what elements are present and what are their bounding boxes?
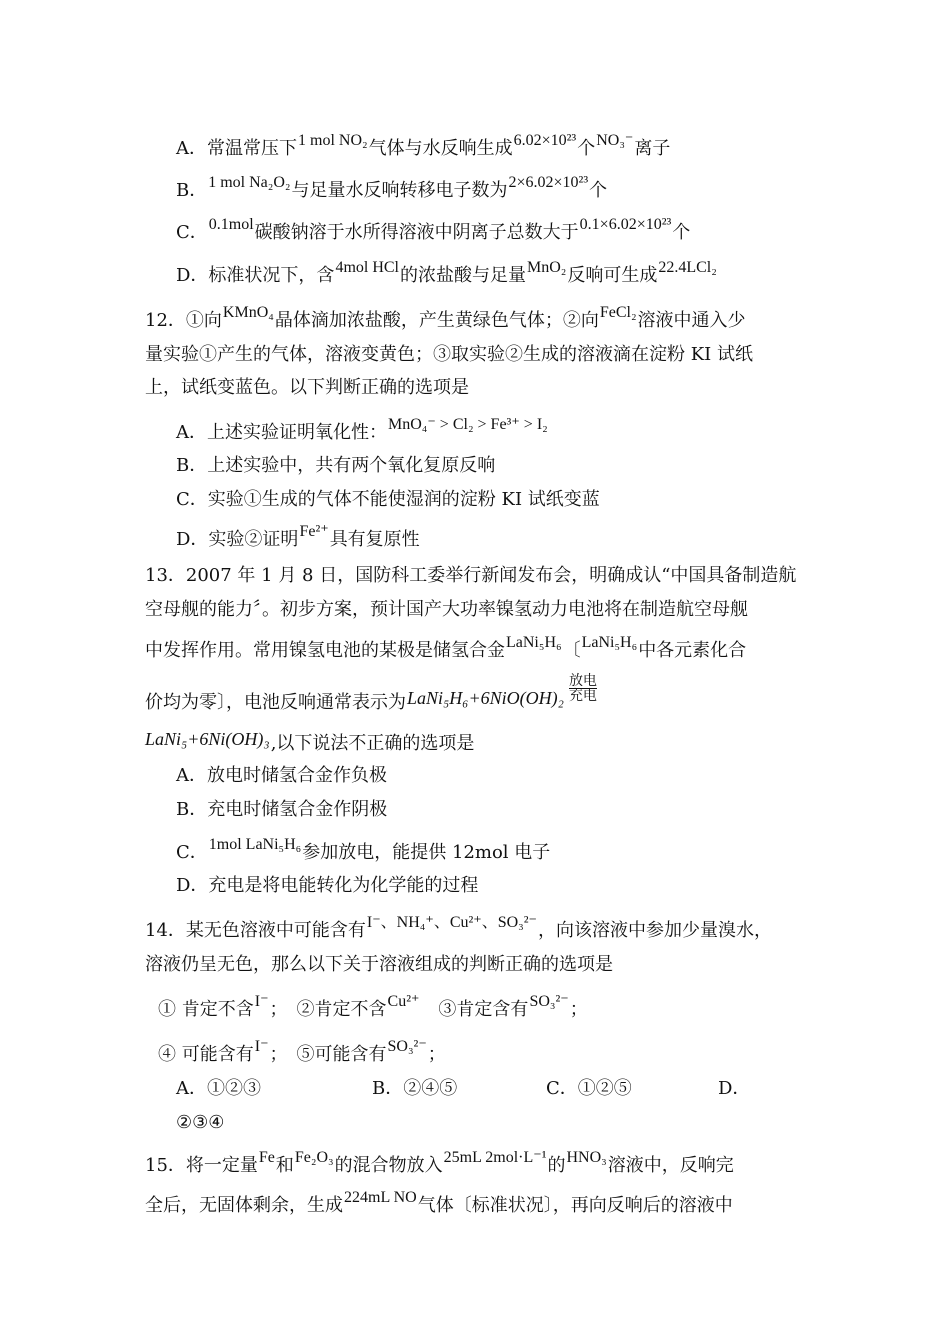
- q13-option-b: B．充电时储氢合金作阴极: [176, 799, 388, 820]
- text: 具有复原性: [329, 529, 420, 550]
- q13-option-c: [176, 836, 836, 867]
- text: ④ 可能含有: [158, 1044, 254, 1065]
- text: 的浓盐酸与足量: [400, 265, 526, 286]
- q12-line-2: 量实验①产生的气体，溶液变黄色；③取实验②生成的溶液滴在淀粉 KI 试纸: [145, 344, 753, 365]
- q13-line-4: [145, 673, 805, 716]
- q11-option-a: [176, 132, 836, 163]
- text: 〔: [562, 640, 581, 661]
- text: 12．①向: [145, 310, 222, 331]
- q11-option-c: [176, 216, 836, 247]
- formula: 2×6.02×10²³: [508, 174, 589, 191]
- formula: 1mol LaNi₅H₆: [208, 836, 302, 853]
- formula: MnO₄⁻ > Cl₂ > Fe³⁺ > I₂: [388, 416, 548, 433]
- q13-line-1: 13．2007 年 1 月 8 日，国防科工委举行新闻发布会，明确成认“中国具备制造航: [145, 565, 797, 586]
- q13-line-5: [145, 730, 805, 757]
- formula: MnO₂: [527, 259, 567, 276]
- text: B．: [176, 180, 208, 201]
- formula: I⁻: [254, 993, 269, 1010]
- text: 的混合物放入: [334, 1155, 443, 1176]
- q14-option-d: D．: [718, 1078, 751, 1099]
- q14-choices-1: [158, 993, 818, 1024]
- formula: 6.02×10²³: [513, 132, 577, 149]
- text: ，向该溶液中参加少量溴水，: [538, 920, 773, 941]
- text: 气体与水反响生成: [368, 138, 513, 159]
- q11-option-d: [176, 259, 836, 290]
- formula: I⁻: [254, 1038, 269, 1055]
- q15-line-1: [145, 1149, 805, 1180]
- text: ③肯定含有: [420, 999, 529, 1020]
- q13-option-d: D．充电是将电能转化为化学能的过程: [176, 875, 479, 896]
- formula: Fe: [258, 1149, 275, 1166]
- q13-line-3: [145, 634, 805, 665]
- reversible-arrow: [569, 674, 597, 703]
- text: 价均为零〕，电池反响通常表示为: [145, 692, 406, 713]
- q12-option-c: C．实验①生成的气体不能使湿润的淀粉 KI 试纸变蓝: [176, 489, 600, 510]
- formula: Cu²⁺: [387, 993, 420, 1010]
- q14-line-2: 溶液仍呈无色，那么以下关于溶液组成的判断正确的选项是: [145, 954, 613, 975]
- formula: 0.1×6.02×10²³: [579, 216, 672, 233]
- text: C．: [176, 842, 208, 863]
- q14-option-d-content: ②③④: [176, 1112, 225, 1133]
- text: 个: [577, 138, 596, 159]
- text: ； ②肯定不含: [269, 999, 387, 1020]
- q14-choices-2: [158, 1038, 818, 1069]
- text: 中各元素化合: [638, 640, 747, 661]
- q14-option-c: C．①②⑤: [546, 1078, 632, 1099]
- formula: 22.4LCl₂: [658, 259, 717, 276]
- text: 离子: [634, 138, 671, 159]
- text: 碳酸钠溶于水所得溶液中阴离子总数大于: [254, 222, 579, 243]
- text: ,以下说法不正确的选项是: [270, 733, 475, 754]
- formula: LaNi₅H₆: [581, 634, 638, 651]
- formula: 25mL 2mol·L⁻¹: [443, 1149, 547, 1166]
- q11-option-b: [176, 174, 836, 205]
- formula: Fe²⁺: [299, 523, 329, 540]
- arrow-label-discharge: 放电: [568, 673, 597, 689]
- text: 个: [589, 180, 608, 201]
- text: 与足量水反响转移电子数为: [291, 180, 508, 201]
- q13-line-2: 空母舰的能力〞。初步方案，预计国产大功率镍氢动力电池将在制造航空母舰: [145, 599, 748, 620]
- formula: I⁻、NH₄⁺、Cu²⁺、SO₃²⁻: [366, 914, 538, 931]
- q12-option-b: B．上述实验中，共有两个氧化复原反响: [176, 455, 496, 476]
- text: 和: [275, 1155, 294, 1176]
- text: 溶液中通入少: [637, 310, 746, 331]
- formula: SO₃²⁻: [387, 1038, 427, 1055]
- text: 反响可生成: [567, 265, 658, 286]
- text: A．上述实验证明氧化性：: [176, 422, 387, 443]
- text: 溶液中，反响完: [607, 1155, 734, 1176]
- q14-option-a: A．①②③: [176, 1078, 261, 1099]
- text: 个: [672, 222, 691, 243]
- q14-option-b: B．②④⑤: [372, 1078, 458, 1099]
- text: 参加放电，能提供 12mol 电子: [302, 842, 551, 863]
- text: C．: [176, 222, 208, 243]
- text: 的: [547, 1155, 566, 1176]
- formula: 1 mol NO₂: [298, 132, 368, 149]
- formula: Fe₂O₃: [294, 1149, 334, 1166]
- formula: LaNi₅H₆: [506, 634, 562, 651]
- q12-option-d: [176, 523, 836, 554]
- text: D．标准状况下，含: [176, 265, 335, 286]
- text: 气体〔标准状况〕，再向反响后的溶液中: [417, 1195, 733, 1216]
- formula: FeCl₂: [599, 304, 637, 321]
- reaction-right: LaNi₅+6Ni(OH)₃: [145, 729, 270, 749]
- formula: KMnO₄: [222, 304, 274, 321]
- text: 全后，无固体剩余，生成: [145, 1195, 343, 1216]
- formula: NO₃⁻: [596, 132, 634, 149]
- text: A．常温常压下: [176, 138, 297, 159]
- text: 中发挥作用。常用镍氢电池的某极是储氢合金: [145, 640, 505, 661]
- formula: 224mL NO: [344, 1189, 417, 1206]
- q12-option-a: [176, 416, 836, 447]
- q13-option-a: A．放电时储氢合金作负极: [176, 765, 387, 786]
- text: ；: [427, 1044, 446, 1065]
- formula: 4mol HCl: [335, 259, 399, 276]
- formula: 1 mol Na₂O₂: [208, 174, 291, 191]
- formula: 0.1mol: [208, 216, 254, 233]
- text: ① 肯定不含: [158, 999, 254, 1020]
- q12-line-1: [145, 304, 805, 335]
- text: 晶体滴加浓盐酸，产生黄绿色气体；②向: [274, 310, 599, 331]
- text: 14．某无色溶液中可能含有: [145, 920, 366, 941]
- formula: SO₃²⁻: [529, 993, 569, 1010]
- arrow-label-charge: 充电: [568, 688, 597, 704]
- reaction-left: LaNi₅H₆+6NiO(OH)₂: [407, 688, 564, 708]
- formula: HNO₃: [566, 1149, 607, 1166]
- text: ；: [569, 999, 588, 1020]
- text: D．实验②证明: [176, 529, 299, 550]
- q15-line-2: [145, 1189, 805, 1220]
- q12-line-3: 上，试纸变蓝色。以下判断正确的选项是: [145, 377, 469, 398]
- text: 15．将一定量: [145, 1155, 258, 1176]
- q14-line-1: [145, 914, 805, 945]
- text: ； ⑤可能含有: [269, 1044, 387, 1065]
